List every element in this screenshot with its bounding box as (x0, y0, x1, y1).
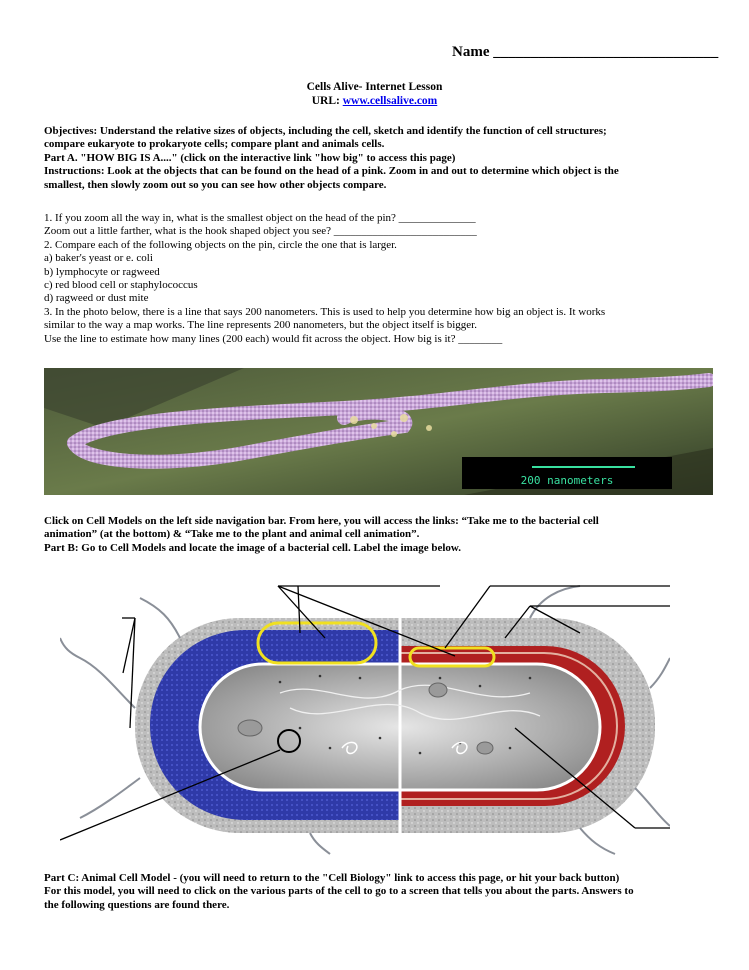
url-line (0, 94, 749, 108)
part-a-heading: Part A. "HOW BIG IS A...." (click on the interactive link "how big" to access this page) (44, 151, 456, 164)
part-c-section (44, 872, 714, 912)
question-line: Use the line to estimate how many lines (200 each) would fit across the object. How big is it? ________ (44, 332, 503, 345)
part-b-line-2: animation” (at the bottom) & “Take me to the plant and animal cell animation”. (44, 528, 420, 541)
questions-section (44, 212, 714, 346)
objectives-line-2: compare eukaryote to prokaryote cells; compare plant and animals cells. (44, 138, 385, 151)
inclusion-body (238, 720, 262, 736)
question-line: b) lymphocyte or ragweed (44, 265, 160, 278)
question-line: a) baker's yeast or e. coli (44, 252, 153, 265)
cellsalive-link[interactable]: www.cellsalive.com (342, 95, 438, 107)
instructions-line-1: Instructions: Look at the objects that can be found on the head of a pink. Zoom in and out to determine which object is the (44, 165, 619, 178)
question-line: 2. Compare each of the following objects on the pin, circle the one that is larger. (44, 238, 397, 251)
lesson-title: Cells Alive- Internet Lesson (306, 81, 443, 93)
part-c-line-3: the following questions are found there. (44, 898, 230, 911)
part-b-heading: Part B: Go to Cell Models and locate the image of a bacterial cell. Label the image below. (44, 541, 462, 554)
question-line: Zoom out a little farther, what is the hook shaped object you see? __________________________ (44, 225, 477, 238)
instructions-line-2: smallest, then slowly zoom out so you can see how other objects compare. (44, 178, 387, 191)
part-b-line-1: Click on Cell Models on the left side navigation bar. From here, you will access the links: “Take me to the bacterial cell (44, 515, 599, 527)
part-b-section (44, 515, 714, 555)
document-title (0, 80, 749, 108)
objectives-line-1: Objectives: Understand the relative sizes of objects, including the cell, sketch and identify the function of cell structures; (44, 125, 607, 137)
virus-photo (44, 368, 713, 495)
question-line: 1. If you zoom all the way in, what is the smallest object on the head of the pin? ______________ (44, 212, 476, 224)
question-line: 3. In the photo below, there is a line that says 200 nanometers. This is used to help you determine how big an object is. It works (44, 305, 606, 318)
url-prefix: URL: (311, 95, 343, 107)
question-line: d) ragweed or dust mite (44, 292, 149, 305)
question-line: similar to the way a map works. The line represents 200 nanometers, but the object itself is bigger. (44, 319, 477, 332)
bacterial-cell-diagram (60, 578, 670, 856)
question-line: c) red blood cell or staphylococcus (44, 279, 198, 292)
part-c-line-2: For this model, you will need to click on the various parts of the cell to go to a screen that tells you about the parts. Answers to (44, 885, 634, 898)
scale-bar-label: 200 nanometers (520, 474, 614, 487)
name-field[interactable]: Name ______________________________ (452, 44, 719, 60)
part-c-line-1: Part C: Animal Cell Model - (you will need to return to the "Cell Biology" link to access this page, or hit your back button) (44, 872, 620, 884)
objectives-section (44, 125, 714, 192)
